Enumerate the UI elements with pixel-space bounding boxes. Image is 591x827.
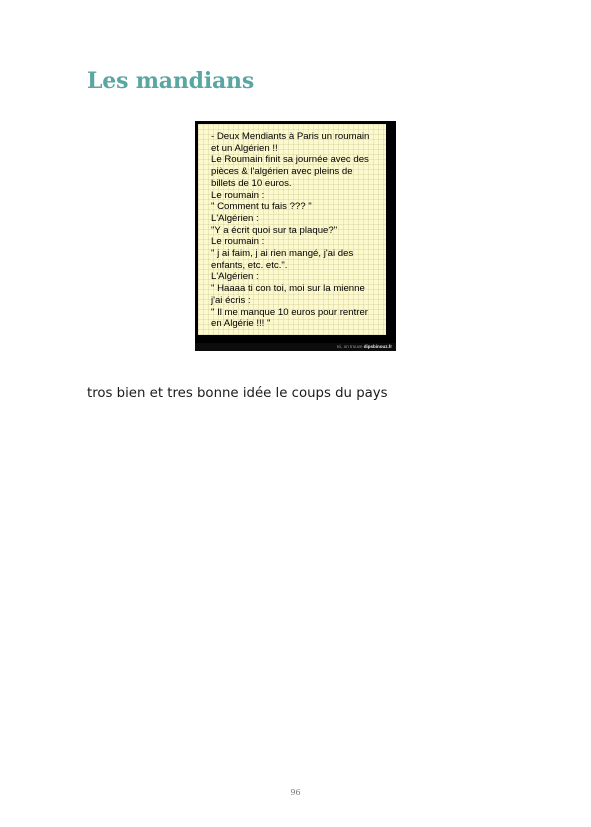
joke-line: Le Roumain finit sa journée avec des [211,154,369,166]
joke-line: Le roumain : [211,236,265,248]
joke-line: L'Algérien : [211,271,259,283]
joke-line: " Comment tu fais ??? " [211,201,312,213]
joke-line: " Haaaa ti con toi, moi sur la mienne [211,283,365,295]
joke-line: et un Algérien !! [211,142,278,154]
joke-line: j'ai écris : [211,294,251,306]
page-title: Les mandians [87,68,255,94]
joke-line: billets de 10 euros. [211,177,292,189]
joke-image [195,121,396,351]
joke-note-card [198,124,386,335]
joke-line: - Deux Mendiants à Paris un roumain [211,131,370,142]
image-footer-bar [195,343,396,351]
watermark-site: dipsbinouz.fr [363,344,392,349]
image-watermark [337,344,392,350]
body-paragraph: tros bien et tres bonne idée le coups du pays [87,386,388,401]
joke-line: "Y a écrit quoi sur ta plaque?" [211,224,338,236]
joke-line: " Il me manque 10 euros pour rentrer [211,306,368,318]
joke-line: pièces & l'algérien avec pleins de [211,166,353,178]
joke-line: Le roumain : [211,189,265,201]
joke-image-frame [195,121,396,343]
joke-line: enfants, etc. etc.". [211,259,288,271]
joke-line: en Algérie !!! " [211,318,271,330]
watermark-text: Ici, on trouve [336,344,363,349]
page-number: 96 [290,788,301,797]
joke-line: L'Algérien : [211,212,259,224]
joke-line: " j ai faim, j ai rien mangé, j'ai des [211,248,354,260]
